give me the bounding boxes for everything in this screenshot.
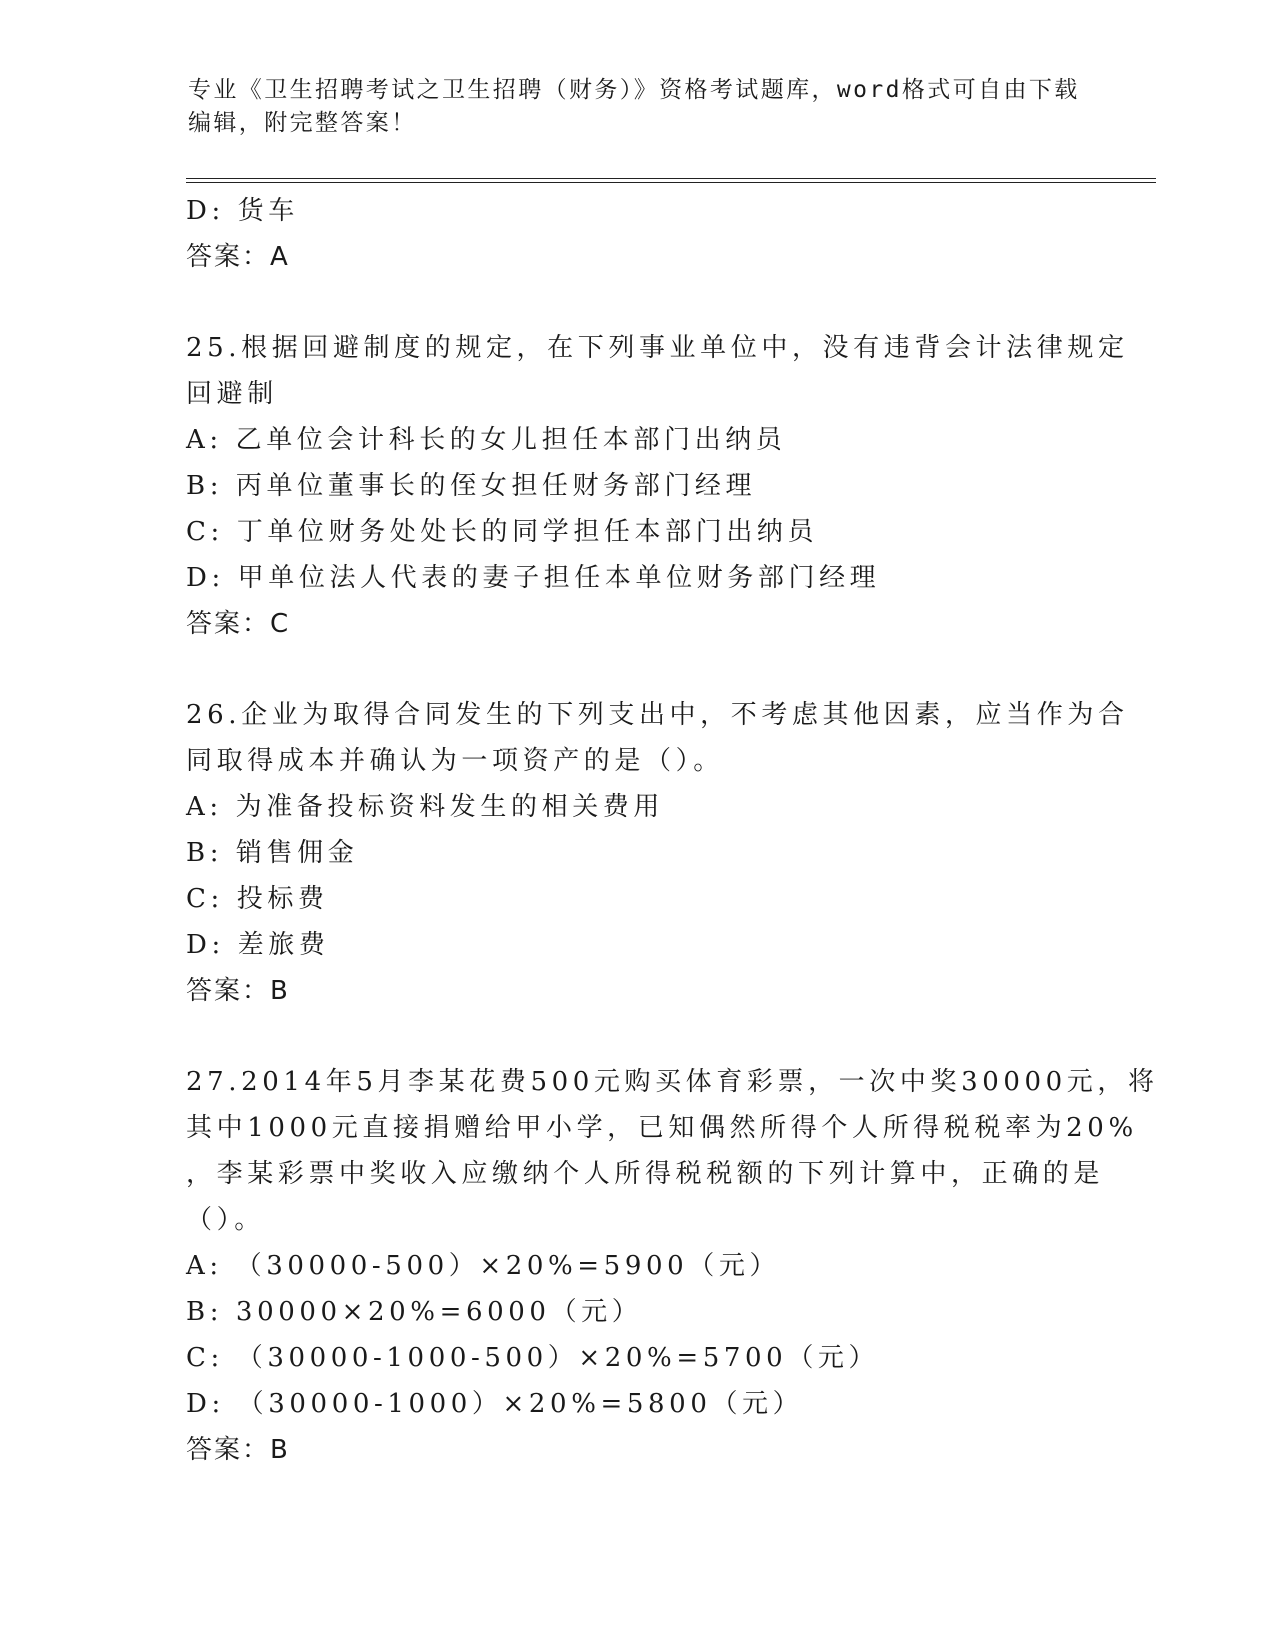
- header-line-2: 编辑，附完整答案！: [188, 110, 417, 136]
- option-c: C: （30000-1000-500）×20%=5700（元）: [186, 1343, 880, 1373]
- question-stem-line: 回避制: [186, 379, 278, 409]
- document-header: [188, 74, 1108, 140]
- option-d: D: 甲单位法人代表的妻子担任本单位财务部门经理: [186, 563, 881, 593]
- prev-question-answer: 答案：A: [186, 242, 290, 272]
- question-stem-line: 其中1000元直接捐赠给甲小学，已知偶然所得个人所得税税率为20%: [186, 1113, 1138, 1143]
- option-b: B: 30000×20%=6000（元）: [186, 1297, 643, 1327]
- option-c: C: 投标费: [186, 884, 329, 914]
- header-line-1: 专业《卫生招聘考试之卫生招聘（财务）》资格考试题库，word格式可自由下载: [188, 77, 1080, 103]
- option-c: C: 丁单位财务处处长的同学担任本部门出纳员: [186, 517, 819, 547]
- option-b: B: 丙单位董事长的侄女担任财务部门经理: [186, 471, 757, 501]
- spacer: [186, 1014, 1086, 1059]
- option-d: D: 差旅费: [186, 930, 330, 960]
- question-stem-line: （）。: [186, 1205, 265, 1235]
- prev-question-option-d: D: 货车: [186, 196, 299, 226]
- question-stem-line: ，李某彩票中奖收入应缴纳个人所得税税额的下列计算中，正确的是: [186, 1159, 1105, 1189]
- question-27: [186, 1059, 1159, 1473]
- question-26: [186, 692, 1129, 1014]
- document-body: [186, 188, 1159, 1473]
- option-a: A: （30000-500）×20%=5900（元）: [186, 1251, 781, 1281]
- option-a: A: 为准备投标资料发生的相关费用: [186, 792, 665, 822]
- header-divider: [186, 178, 1156, 183]
- answer-line: 答案：B: [186, 1435, 290, 1465]
- spacer: [186, 647, 1086, 692]
- option-a: A: 乙单位会计科长的女儿担任本部门出纳员: [186, 425, 787, 455]
- option-b: B: 销售佣金: [186, 838, 359, 868]
- option-d: D: （30000-1000）×20%=5800（元）: [186, 1389, 804, 1419]
- question-stem-line: 27.2014年5月李某花费500元购买体育彩票，一次中奖30000元，将: [186, 1067, 1159, 1097]
- spacer: [186, 280, 1086, 325]
- question-stem-line: 26.企业为取得合同发生的下列支出中，不考虑其他因素，应当作为合: [186, 700, 1129, 730]
- question-25: [186, 325, 1129, 647]
- question-stem-line: 同取得成本并确认为一项资产的是（）。: [186, 746, 724, 776]
- answer-line: 答案：C: [186, 609, 291, 639]
- answer-line: 答案：B: [186, 976, 290, 1006]
- question-stem-line: 25.根据回避制度的规定，在下列事业单位中，没有违背会计法律规定: [186, 333, 1129, 363]
